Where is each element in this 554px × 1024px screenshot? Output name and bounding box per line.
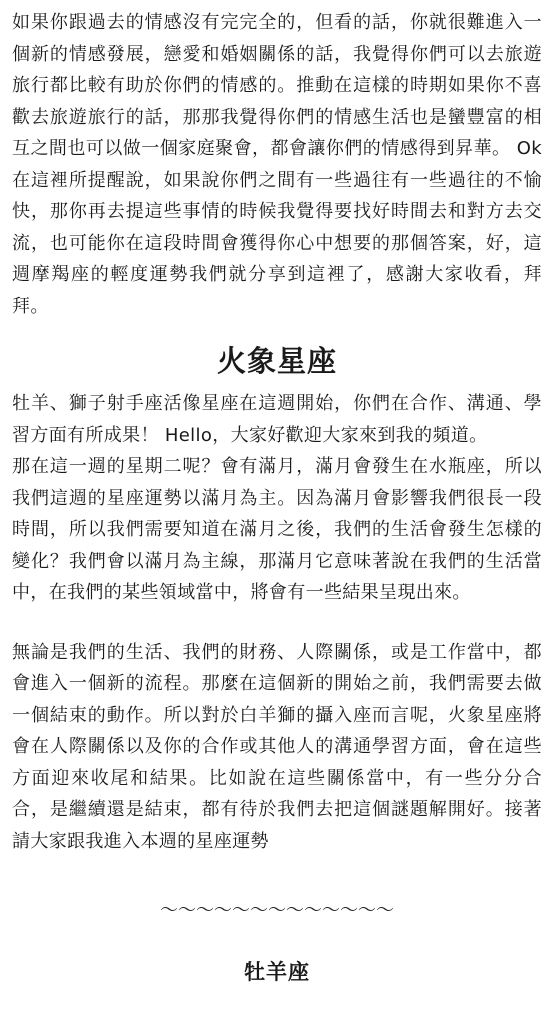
paragraph-spacer — [12, 609, 542, 637]
paragraph-fire-intro: 牡羊、獅子射手座活像星座在這週開始，你們在合作、溝通、學習方面有所成果！ Hello，大家好歡迎大家來到我的頻道。 — [12, 393, 542, 446]
article-body — [12, 0, 542, 987]
intro-paragraph: 如果你跟過去的情感沒有完完全的，但看的話，你就很難進入一個新的情感發展，戀愛和婚姻關係的話，我覺得你們可以去旅遊旅行都比較有助於你們的情感的。推動在這樣的時期如果你不喜歡去旅遊旅行的話，那那我覺得你們的情感生活也是蠻豐富的相互之間也可以做一個家庭聚會，都會讓你們的情感得到昇華。 Ok在這裡所提醒說，如果說你們之間有一些過往有一些過往的不愉快，那你再去提這些事情的時候我覺得要找好時間去和對方去交流，也可能你在這段時間會獲得你心中想要的那個答案，好，這週摩羯座的輕度運勢我們就分享到這裡了，感謝大家收看，拜拜。 — [12, 12, 542, 317]
paragraph-full-moon: 那在這一週的星期二呢？會有滿月，滿月會發生在水瓶座，所以我們這週的星座運勢以滿月為主。因為滿月會影響我們很長一段時間，所以我們需要知道在滿月之後，我們的生活會發生怎樣的變化？我們會以滿月為主線，那滿月它意味著說在我們的生活當中，在我們的某些領域當中，將會有一些結果呈現出來。 — [12, 456, 542, 603]
subheading-aries: 牡羊座 — [244, 960, 310, 984]
section-title-fire-signs: 火象星座 — [216, 344, 337, 378]
tilde-divider: ～～～～～～～～～～～～～ — [160, 900, 394, 921]
paragraph-new-process: 無論是我們的生活、我們的財務、人際關係，或是工作當中，都會進入一個新的流程。那麼在這個新的開始之前，我們需要去做一個結束的動作。所以對於白羊獅的攝入座而言呢，火象星座將會在人際關係以及你的合作或其他人的溝通學習方面，會在這些方面迎來收尾和結果。比如說在這些關係當中，有一些分分合合，是繼續還是結束，都有待於我們去把這個謎題解開好。接著請大家跟我進入本週的星座運勢 — [12, 641, 542, 852]
